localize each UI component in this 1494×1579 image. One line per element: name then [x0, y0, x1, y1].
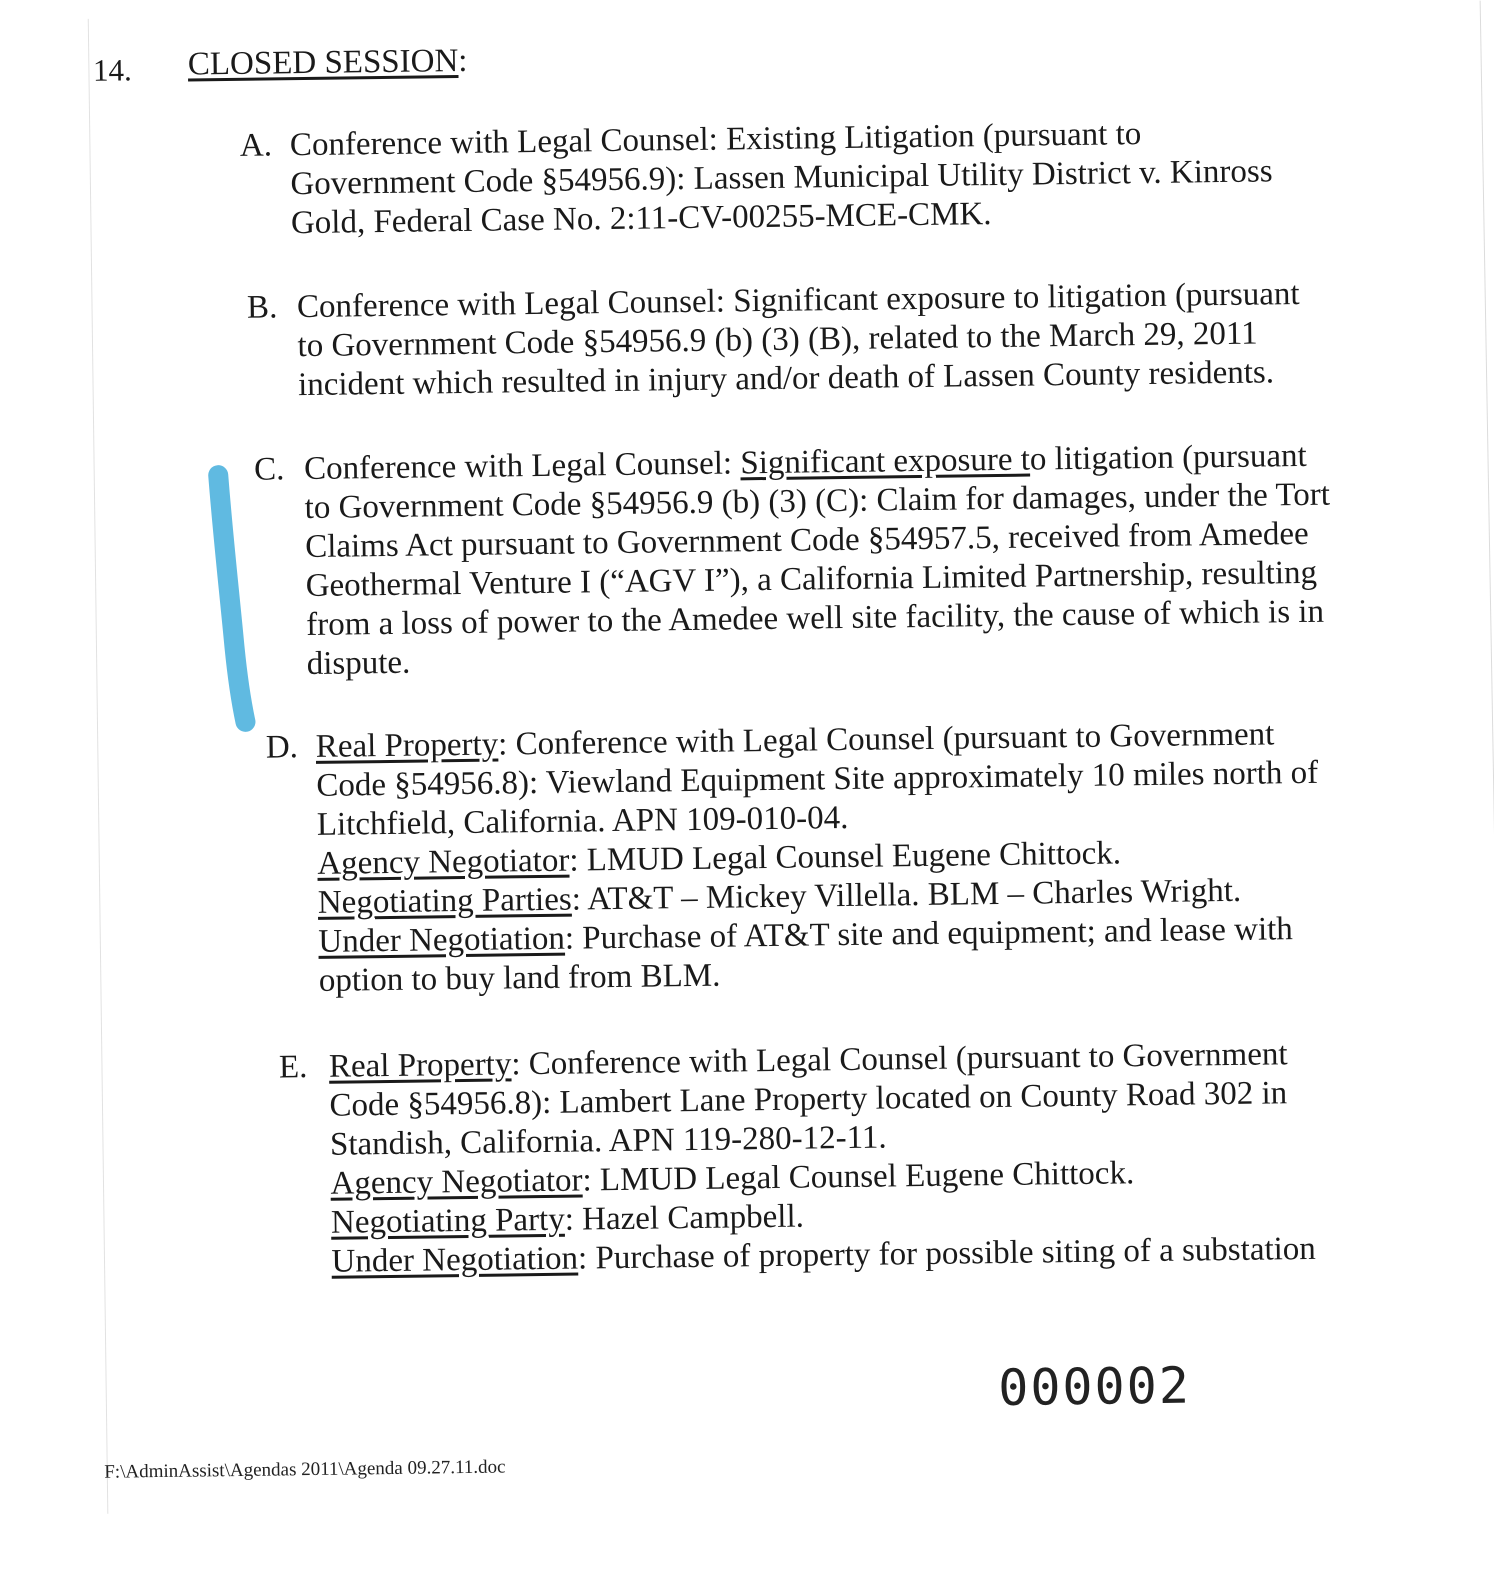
item-text: : Conference with Legal Counsel (pursuant to Government: [511, 1036, 1288, 1083]
item-line: Government Code §54956.9): Lassen Municipal Utility District v. Kinross: [290, 153, 1273, 203]
item-line: Conference with Legal Counsel: Significant exposure to litigation (pursuant: [296, 276, 1300, 326]
item-line: Litchfield, California. APN 109-010-04.: [316, 799, 849, 843]
under-negotiation-label: Under Negotiation: [331, 1240, 579, 1280]
handwritten-underline: Significant exposure t: [740, 441, 1031, 482]
item-line: to Government Code §54956.9 (b) (3) (C): Claim for damages, under the Tort: [304, 476, 1331, 527]
section-number: 14.: [92, 52, 132, 88]
item-letter: A.: [239, 127, 273, 164]
negotiator-label: Agency Negotiator: [317, 842, 570, 882]
item-line: dispute.: [306, 644, 411, 683]
item-line: Code §54956.8): Lambert Lane Property located on County Road 302 in: [329, 1075, 1288, 1124]
item-letter: B.: [246, 289, 278, 326]
party-value: : Hazel Campbell.: [564, 1198, 805, 1238]
item-label: Real Property: [315, 726, 499, 765]
under-negotiation-label: Under Negotiation: [318, 920, 566, 960]
item-line: Conference with Legal Counsel: Existing Litigation (pursuant to: [289, 116, 1142, 164]
section-title-text: CLOSED SESSION: [187, 43, 459, 83]
negotiator-value: : LMUD Legal Counsel Eugene Chittock.: [569, 835, 1122, 879]
item-letter: D.: [265, 729, 299, 766]
highlighter-stroke: [218, 475, 245, 722]
item-letter: C.: [253, 451, 285, 488]
item-line: incident which resulted in injury and/or death of Lassen County residents.: [297, 354, 1275, 404]
item-line: to Government Code §54956.9 (b) (3) (B), related to the March 29, 2011: [297, 315, 1258, 365]
party-label: Negotiating Party: [330, 1201, 565, 1241]
item-line: option to buy land from BLM.: [318, 957, 721, 999]
item-line: from a loss of power to the Amedee well site facility, the cause of which is in: [305, 593, 1325, 644]
item-line: Geothermal Venture I (“AGV I”), a California Limited Partnership, resulting: [305, 554, 1318, 605]
parties-value: : AT&T – Mickey Villella. BLM – Charles Wright.: [571, 872, 1242, 918]
item-line: Standish, California. APN 119-280-12-11.: [329, 1119, 887, 1163]
under-negotiation-value: : Purchase of property for possible siting of a substation: [577, 1230, 1317, 1277]
item-text: o litigation (pursuant: [1029, 437, 1307, 478]
under-negotiation-value: : Purchase of AT&T site and equipment; and lease with: [564, 911, 1294, 957]
item-line: Claims Act pursuant to Government Code §54957.5, received from Amedee: [304, 515, 1309, 566]
item-letter: E.: [278, 1049, 308, 1086]
item-line: Code §54956.8): Viewland Equipment Site approximately 10 miles north of: [316, 754, 1319, 804]
parties-label: Negotiating Parties: [317, 881, 572, 921]
item-label: Real Property: [328, 1046, 512, 1085]
section-title-colon: :: [458, 42, 468, 80]
negotiator-label: Agency Negotiator: [330, 1162, 583, 1202]
item-line: Gold, Federal Case No. 2:11-CV-00255-MCE-CMK.: [290, 196, 992, 242]
negotiator-value: : LMUD Legal Counsel Eugene Chittock.: [582, 1155, 1135, 1199]
footer-file-path: F:\AdminAssist\Agendas 2011\Agenda 09.27.11.doc: [104, 1456, 506, 1483]
item-text: Conference with Legal Counsel:: [303, 445, 741, 488]
item-text: : Conference with Legal Counsel (pursuant to Government: [497, 716, 1275, 763]
bates-page-number: 000002: [997, 1356, 1192, 1418]
